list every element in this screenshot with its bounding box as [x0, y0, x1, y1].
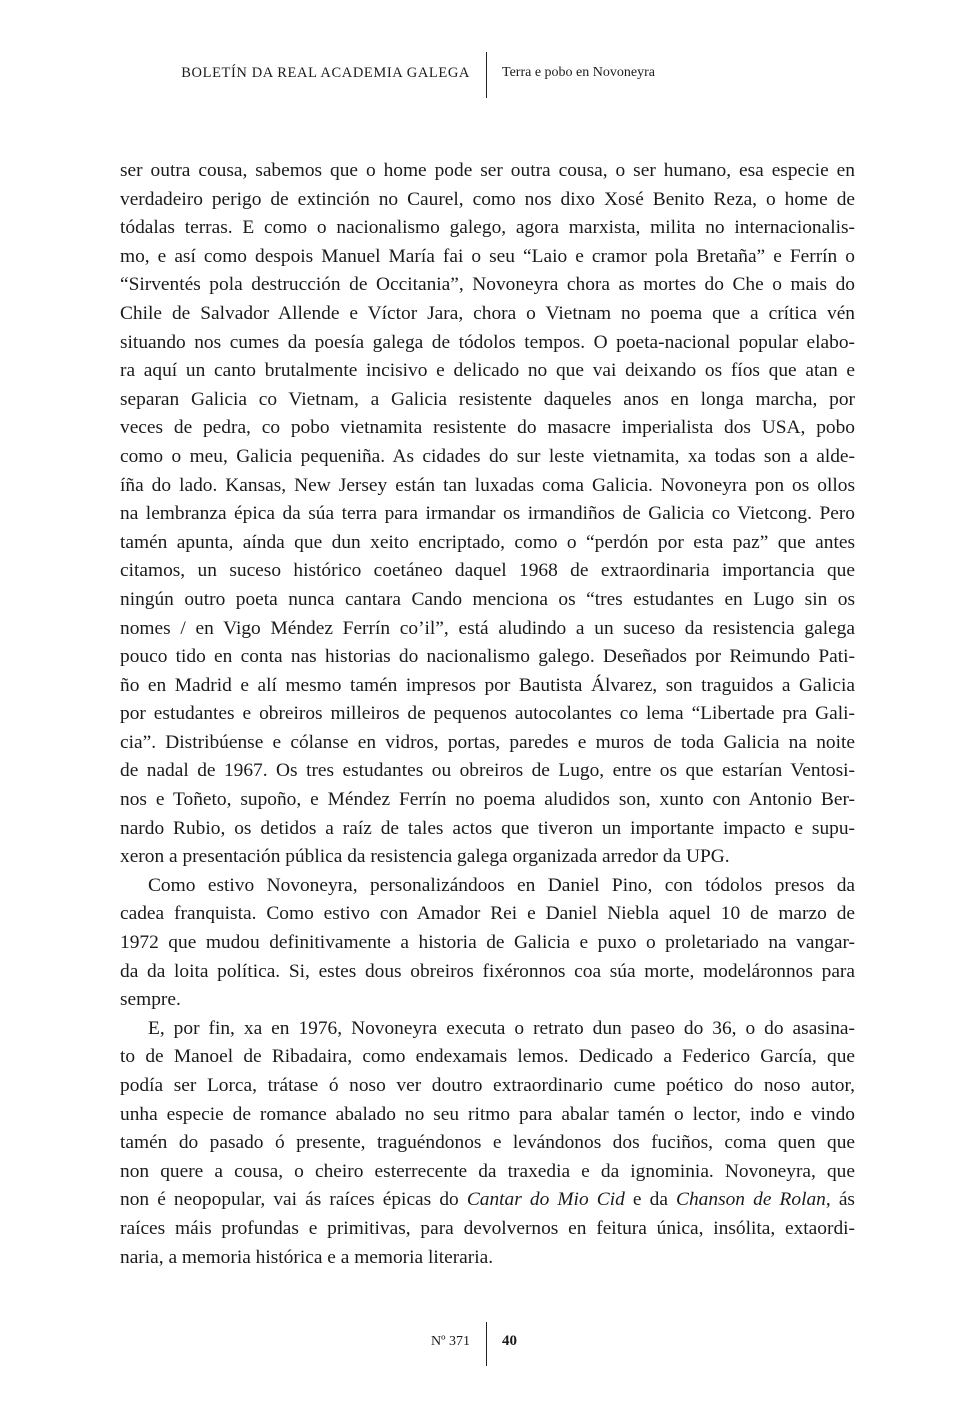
- text-line: “Sirventés pola destrucción de Occitania”, Novoneyra chora as mortes do Che o mais do: [120, 274, 855, 296]
- article-title: Terra e pobo en Novoneyra: [502, 65, 655, 80]
- footer-divider: [486, 1322, 487, 1366]
- text-line: mo, e así como despois Manuel María fai o seu “Laio e cramor pola Bretaña” e Ferrín o: [120, 245, 855, 267]
- text-line: separan Galicia co Vietnam, a Galicia resistente daqueles anos en longa marcha, por: [120, 388, 855, 410]
- page-number: 40: [502, 1333, 517, 1349]
- text-line: da da loita política. Si, estes dous obreiros fixéronnos coa súa morte, modeláronnos para: [120, 960, 855, 982]
- text-line: pouco tido en conta nas historias do nacionalismo galego. Deseñados por Reimundo Pati-: [120, 646, 855, 668]
- text-line: xeron a presentación pública da resistencia galega organizada arredor da UPG.: [120, 846, 730, 868]
- text-line: nardo Rubio, os detidos a raíz de tales actos que tiveron un importante impacto e supu-: [120, 817, 855, 839]
- text-line: nomes / en Vigo Méndez Ferrín co’il”, está aludindo a un suceso da resistencia galega: [120, 617, 855, 639]
- text-line: de nadal de 1967. Os tres estudantes ou obreiros de Lugo, entre os que estarían Ventosi-: [120, 760, 855, 782]
- text-line: cia”. Distribúense e cólanse en vidros, portas, paredes e muros de toda Galicia na noite: [120, 731, 855, 753]
- text-segment: non é neopopular, vai ás raíces épicas do: [120, 1189, 467, 1211]
- work-title-cantar: Cantar do Mio Cid: [466, 1189, 625, 1211]
- text-line: unha especie de romance abalado no seu ritmo para abalar tamén o lector, indo e vindo: [120, 1103, 855, 1125]
- issue-number: Nº 371: [431, 1334, 470, 1349]
- journal-title: BOLETÍN DA REAL ACADEMIA GALEGA: [181, 65, 470, 81]
- text-line: ño en Madrid e alí mesmo tamén impresos por Bautista Álvarez, son traguidos a Galicia: [120, 674, 855, 696]
- text-line: ningún outro poeta nunca cantara Cando menciona os “tres estudantes en Lugo sin os: [120, 588, 855, 610]
- text-line: situando nos cumes da poesía galega de tódolos tempos. O poeta-nacional popular elabo-: [120, 331, 855, 353]
- text-line-paragraph-start: E, por fin, xa en 1976, Novoneyra executa o retrato dun paseo do 36, o do asasina-: [148, 1017, 855, 1039]
- text-line-with-titles: [120, 1186, 855, 1215]
- text-line: sempre.: [120, 989, 181, 1011]
- text-line: ser outra cousa, sabemos que o home pode ser outra cousa, o ser humano, esa especie en: [120, 160, 855, 181]
- running-footer: [0, 1320, 975, 1370]
- text-line: na lembranza épica da súa terra para irmandar os irmandiños de Galicia co Vietcong. Pero: [120, 503, 855, 525]
- text-line: veces de pedra, co pobo vietnamita resistente do masacre imperialista dos USA, pobo: [120, 417, 855, 439]
- text-line-paragraph-start: Como estivo Novoneyra, personalizándoos en Daniel Pino, con tódolos presos da: [148, 874, 855, 896]
- header-divider: [486, 52, 487, 98]
- text-line: 1972 que mudou definitivamente a historia de Galicia e puxo o proletariado na vangar-: [120, 932, 855, 954]
- text-line: tódalas terras. E como o nacionalismo galego, agora marxista, milita no internacionalis-: [120, 217, 855, 239]
- text-line: verdadeiro perigo de extinción no Caurel, como nos dixo Xosé Benito Reza, o home de: [120, 188, 855, 210]
- text-line: citamos, un suceso histórico coetáneo daquel 1968 de extraordinaria importancia que: [120, 560, 855, 582]
- text-line: ra aquí un canto brutalmente incisivo e delicado no que vai deixando os fíos que atan e: [120, 360, 855, 382]
- text-segment: , ás: [825, 1189, 855, 1211]
- work-title-chanson: Chanson de Rolan: [676, 1189, 826, 1211]
- text-line: naria, a memoria histórica e a memoria literaria.: [120, 1246, 494, 1268]
- text-segment: e da: [624, 1189, 677, 1211]
- text-line: tamén apunta, aínda que dun xeito encriptado, como o “perdón por esta paz” que antes: [120, 531, 855, 553]
- text-line: to de Manoel de Ribadaira, como endexamais lemos. Dedicado a Federico García, que: [120, 1046, 855, 1068]
- text-line: podía ser Lorca, trátase ó noso ver doutro extraordinario cume poético do noso autor,: [120, 1075, 855, 1096]
- text-line: como o meu, Galicia pequeniña. As cidades do sur leste vietnamita, xa todas son a alde-: [120, 445, 855, 467]
- text-line: tamén do pasado ó presente, traguéndonos e levándonos dos fuciños, coma quen que: [120, 1132, 855, 1154]
- text-line: Chile de Salvador Allende e Víctor Jara, chora o Vietnam no poema que a crítica vén: [120, 302, 855, 324]
- text-line: nos e Toñeto, supoño, e Méndez Ferrín no poema aludidos son, xunto con Antonio Ber-: [120, 789, 855, 811]
- text-line: íña do lado. Kansas, New Jersey están tan luxadas coma Galicia. Novoneyra pon os ollos: [120, 474, 855, 496]
- text-line: por estudantes e obreiros milleiros de pequenos autocolantes co lema “Libertade pra Gali-: [120, 703, 855, 725]
- article-body: [120, 157, 855, 1272]
- text-line: cadea franquista. Como estivo con Amador Rei e Daniel Niebla aquel 10 de marzo de: [120, 903, 855, 925]
- text-line: raíces máis profundas e primitivas, para devolvernos en feitura única, insólita, extaordi-: [120, 1217, 855, 1239]
- running-header: [0, 50, 975, 100]
- text-line: non quere a cousa, o cheiro esterrecente da traxedia e da ignominia. Novoneyra, que: [120, 1160, 855, 1182]
